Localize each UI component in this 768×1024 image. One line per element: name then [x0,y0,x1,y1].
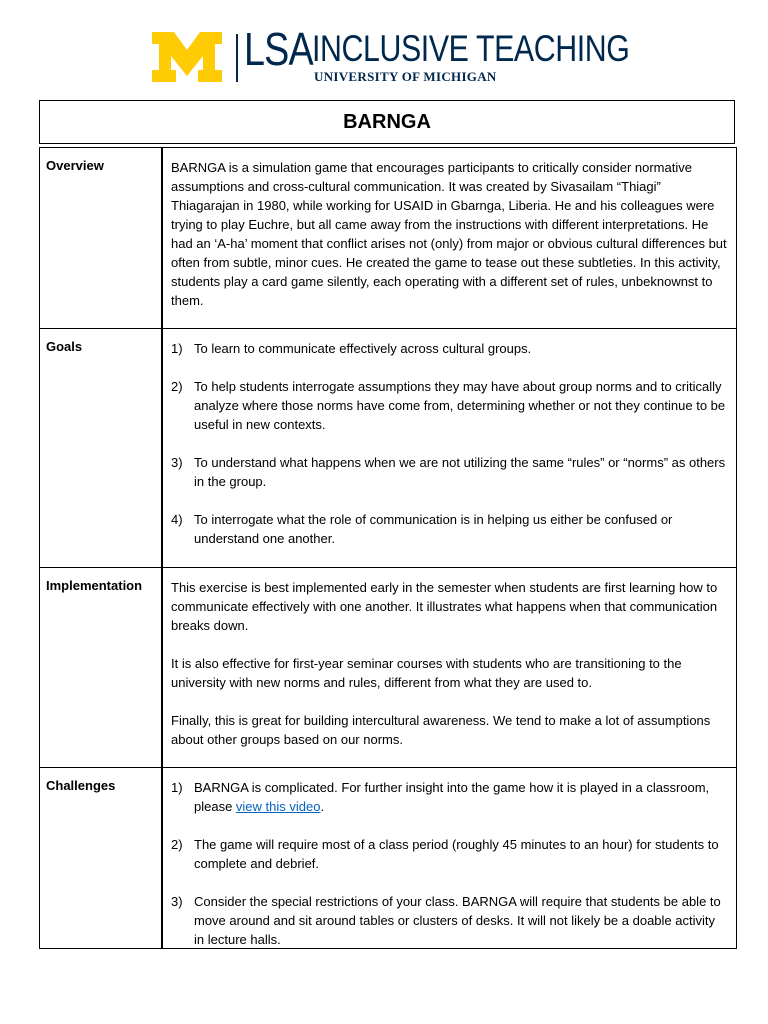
lsa-inclusive-teaching-logo [152,23,630,84]
list-item: 3) Consider the special restrictions of your class. BARNGA will require that students be able to move around and sit around tables or clusters of desks. It will not likely be a doable activity in lecture halls. [171,894,721,947]
overview-content [163,148,736,328]
challenges-label: Challenges [40,768,163,948]
content-table [39,147,737,949]
goals-row [40,329,736,568]
implementation-paragraph: It is also effective for first-year seminar courses with students who are transitioning to the university with new norms and rules, different from what they are used to. [171,656,682,690]
implementation-row [40,568,736,768]
challenges-content [163,768,736,948]
page-title: BARNGA [39,100,735,144]
view-video-link[interactable]: view this video [235,799,321,814]
implementation-content [163,568,736,767]
list-item: 1) To learn to communicate effectively across cultural groups. [171,341,532,356]
goals-label: Goals [40,329,163,567]
list-item: 1) BARNGA is complicated. For further insight into the game how it is played in a classroom, please view this video. [171,780,710,814]
logo-title: INCLUSIVE TEACHING [312,28,630,69]
implementation-paragraph: This exercise is best implemented early in the semester when students are first learning how to communicate effectively with one another. It illustrates what happens when that communication breaks down. [171,580,718,633]
logo-divider [236,34,238,82]
implementation-label: Implementation [40,568,163,767]
list-item: 3) To understand what happens when we are not utilizing the same “rules” or “norms” as others in the group. [171,455,726,489]
overview-text: BARNGA is a simulation game that encourages participants to critically consider normative assumptions and cross-cultural communication. It was created by Sivasailam “Thiagi” Thiagarajan in 1980, while working for USAID in Gbarnga, Liberia. He and his colleagues were trying to play Euchre, but all came away from the instructions with different interpretations. He had an ‘A-ha’ moment that conflict arises not (only) from major or obvious cultural differences but often from subtle, minor cues. He created the game to tease out these subtleties. In this activity, students play a card game silently, each operating with a different set of rules, unbeknownst to them. [171,160,727,308]
goals-content [163,329,736,567]
logo-subtitle: UNIVERSITY OF MICHIGAN [314,69,497,84]
overview-row [40,148,736,329]
goals-list [171,339,728,548]
list-item: 2) To help students interrogate assumptions they may have about group norms and to critically analyze where those norms have come from, determining whether or not they continue to be useful in new contexts. [171,379,726,432]
block-m-icon [152,32,222,82]
challenges-list [171,778,728,949]
challenges-row [40,768,736,948]
implementation-paragraph: Finally, this is great for building intercultural awareness. We tend to make a lot of assumptions about other groups based on our norms. [171,713,711,747]
overview-label: Overview [40,148,163,328]
list-item: 4) To interrogate what the role of communication is in helping us either be confused or understand one another. [171,512,673,546]
logo-lsa: LSA [244,23,313,75]
list-item: 2) The game will require most of a class period (roughly 45 minutes to an hour) for students to complete and debrief. [171,837,719,871]
